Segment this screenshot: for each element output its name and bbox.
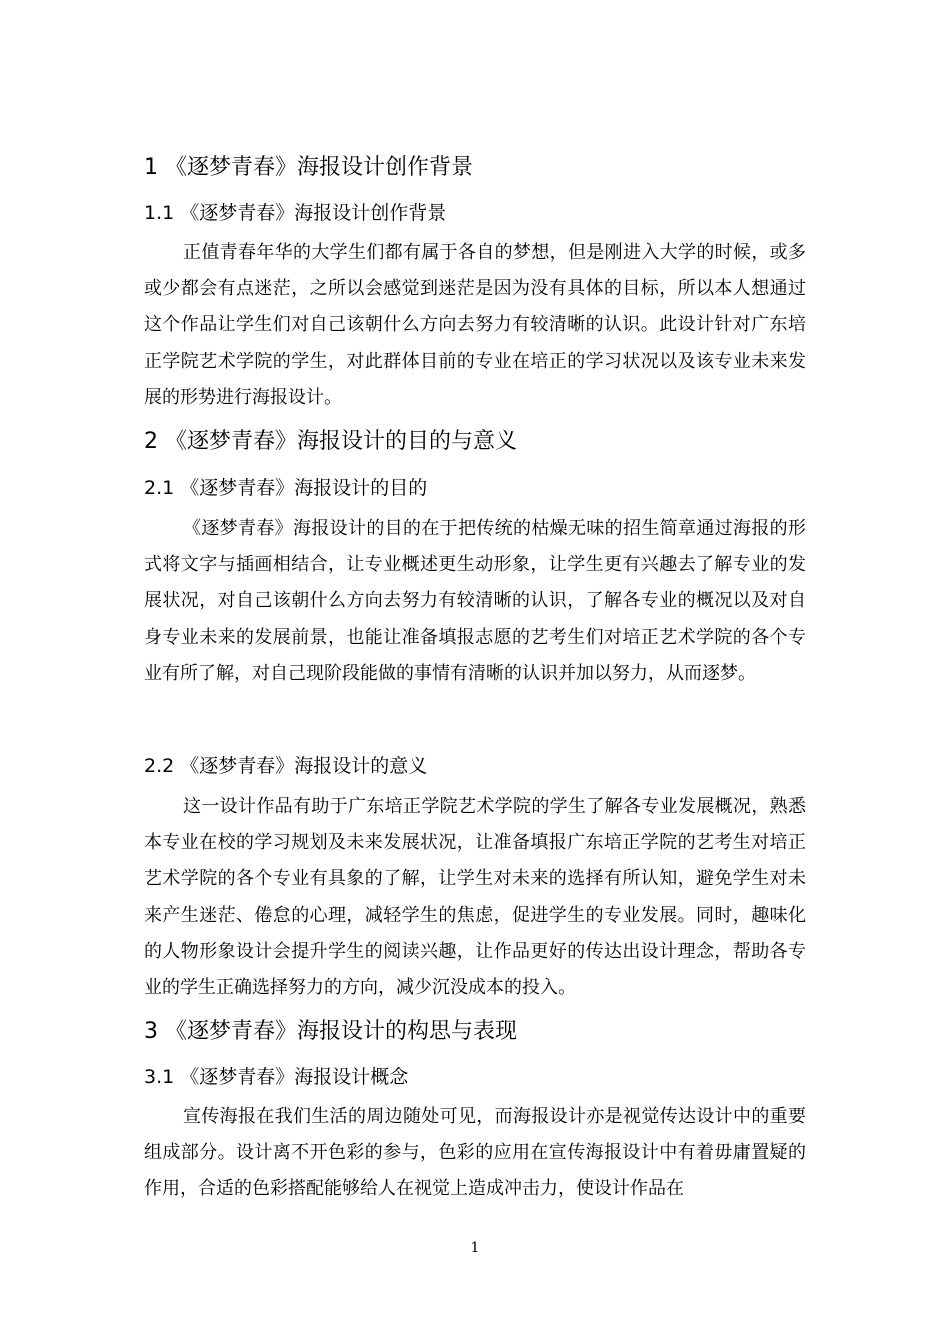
section-1-heading: 1 《逐梦青春》海报设计创作背景 — [144, 155, 473, 180]
section-1-1-paragraph: 正值青春年华的大学生们都有属于各自的梦想，但是刚进入大学的时候，或多或少都会有点迷茫，之所以会感觉到迷茫是因为没有具体的目标，所以本人想通过这个作品让学生们对自己该朝什么方向去努力有较清晰的认识。此设计针对广东培正学院艺术学院的学生，对此群体目前的专业在培正的学习状况以及该专业未来发展的形势进行海报设计。 — [144, 242, 806, 408]
section-2-2-paragraph: 这一设计作品有助于广东培正学院艺术学院的学生了解各专业发展概况，熟悉本专业在校的学习规划及未来发展状况，让准备填报广东培正学院的艺考生对培正艺术学院的各个专业有具象的了解，让学生对未来的选择有所认知，避免学生对未来产生迷茫、倦怠的心理，减轻学生的焦虑，促进学生的专业发展。同时，趣味化的人物形象设计会提升学生的阅读兴趣，让作品更好的传达出设计理念，帮助各专业的学生正确选择努力的方向，减少沉没成本的投入。 — [144, 796, 806, 999]
section-2-2-heading: 2.2 《逐梦青春》海报设计的意义 — [144, 755, 428, 777]
section-3-1-paragraph: 宣传海报在我们生活的周边随处可见，而海报设计亦是视觉传达设计中的重要组成部分。设计离不开色彩的参与，色彩的应用在宣传海报设计中有着毋庸置疑的作用，合适的色彩搭配能够给人在视觉上造成冲击力，使设计作品在 — [144, 1106, 806, 1200]
section-3-heading: 3 《逐梦青春》海报设计的构思与表现 — [144, 1019, 517, 1044]
section-3-1-heading: 3.1 《逐梦青春》海报设计概念 — [144, 1066, 409, 1088]
page-number: 1 — [470, 1240, 480, 1256]
section-1-1-heading: 1.1 《逐梦青春》海报设计创作背景 — [144, 202, 447, 224]
section-2-1-heading: 2.1 《逐梦青春》海报设计的目的 — [144, 477, 428, 499]
section-2-heading: 2 《逐梦青春》海报设计的目的与意义 — [144, 429, 517, 454]
section-2-1-paragraph: 《逐梦青春》海报设计的目的在于把传统的枯燥无味的招生简章通过海报的形式将文字与插画相结合，让专业概述更生动形象，让学生更有兴趣去了解专业的发展状况，对自己该朝什么方向去努力有较清晰的认识，了解各专业的概况以及对自身专业未来的发展前景，也能让准备填报志愿的艺考生们对培正艺术学院的各个专业有所了解，对自己现阶段能做的事情有清晰的认识并加以努力，从而逐梦。 — [144, 518, 806, 684]
